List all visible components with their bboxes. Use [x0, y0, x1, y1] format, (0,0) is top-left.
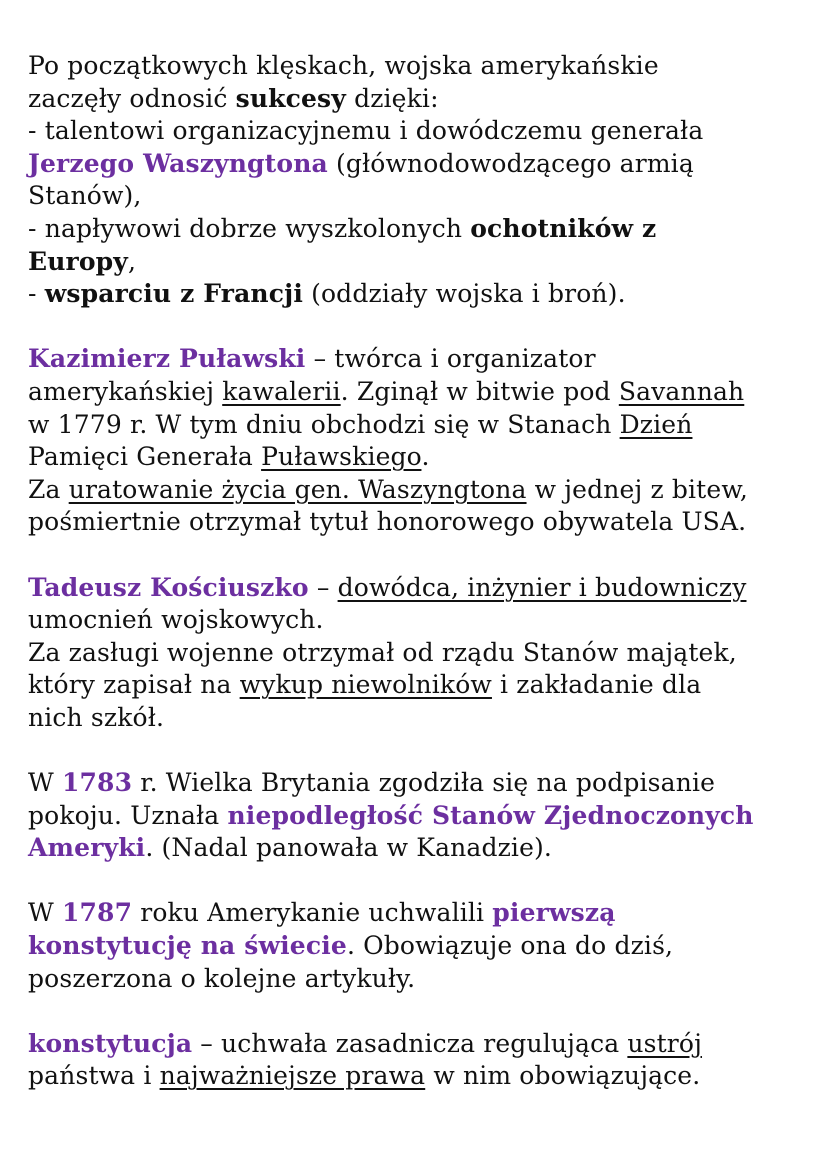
text-line: konstytucja – uchwała zasadnicza regulująca ustrój	[28, 1028, 703, 1058]
document-page	[28, 50, 798, 1126]
term-constitution: konstytucja	[28, 1028, 193, 1058]
text-line: Tadeusz Kościuszko – dowódca, inżynier i budowniczy	[28, 572, 747, 602]
term-french-support: wsparciu z Francji	[44, 279, 303, 309]
underlined-savannah: Savannah	[618, 376, 745, 406]
text-line: nich szkół.	[28, 702, 165, 732]
text-line: konstytucję na świecie. Obowiązuje ona do dziś,	[28, 931, 674, 961]
paragraph-1787	[28, 897, 798, 995]
term-europe: Europy	[28, 246, 128, 276]
text-line: - napływowi dobrze wyszkolonych ochotników z	[28, 213, 657, 243]
text-line: amerykańskiej kawalerii. Zginął w bitwie pod Savannah	[28, 376, 745, 406]
text-line: Europy,	[28, 246, 137, 276]
term-independence: niepodległość Stanów Zjednoczonych	[227, 800, 754, 830]
name-kosciuszko: Tadeusz Kościuszko	[28, 572, 309, 602]
term-first-constitution: konstytucję na świecie	[28, 931, 347, 961]
underlined-cavalry: kawalerii	[222, 376, 341, 406]
text-line: Jerzego Waszyngtona (głównodowodzącego armią	[28, 148, 694, 178]
name-washington: Jerzego Waszyngtona	[28, 148, 328, 178]
text-line: który zapisał na wykup niewolników i zakładanie dla	[28, 670, 702, 700]
year-1787: 1787	[61, 898, 133, 928]
year-1783: 1783	[61, 768, 133, 798]
underlined-system: ustrój	[627, 1028, 703, 1058]
underlined-pulaski: Puławskiego	[261, 442, 422, 472]
text-line: - talentowi organizacyjnemu i dowódczemu generała	[28, 116, 704, 146]
underlined-roles: dowódca, inżynier i budowniczy	[337, 572, 747, 602]
underlined-saving-washington: uratowanie życia gen. Waszyngtona	[68, 474, 527, 504]
term-america: Ameryki	[28, 833, 146, 863]
text-line: w 1779 r. W tym dniu obchodzi się w Stanach Dzień	[28, 409, 693, 439]
underlined-slave-buyout: wykup niewolników	[239, 670, 492, 700]
paragraph-constitution-definition	[28, 1028, 798, 1093]
text-line: państwa i najważniejsze prawa w nim obowiązujące.	[28, 1061, 701, 1091]
term-volunteers: ochotników z	[470, 213, 657, 243]
paragraph-1783	[28, 767, 798, 865]
text-line: Za zasługi wojenne otrzymał od rządu Stanów majątek,	[28, 637, 737, 667]
text-line: zaczęły odnosić sukcesy dzięki:	[28, 83, 439, 113]
text-line: umocnień wojskowych.	[28, 605, 324, 635]
text-line: Za uratowanie życia gen. Waszyngtona w jednej z bitew,	[28, 474, 749, 504]
text-line: W 1787 roku Amerykanie uchwalili pierwszą	[28, 898, 616, 928]
underlined-day: Dzień	[619, 409, 693, 439]
name-pulaski: Kazimierz Puławski	[28, 344, 306, 374]
text-line: Pamięci Generała Puławskiego.	[28, 442, 430, 472]
text-line: Ameryki. (Nadal panowała w Kanadzie).	[28, 833, 553, 863]
text-line: Stanów),	[28, 181, 142, 211]
text-line: Po początkowych klęskach, wojska amerykańskie	[28, 51, 659, 80]
text-line: Kazimierz Puławski – twórca i organizator	[28, 344, 596, 374]
paragraph-pulaski	[28, 343, 798, 539]
text-line: W 1783 r. Wielka Brytania zgodziła się na podpisanie	[28, 768, 716, 798]
underlined-most-important-laws: najważniejsze prawa	[159, 1061, 426, 1091]
text-line: poszerzona o kolejne artykuły.	[28, 963, 416, 993]
term-first: pierwszą	[492, 898, 616, 928]
paragraph-kosciuszko	[28, 572, 798, 735]
text-line: pośmiertnie otrzymał tytuł honorowego obywatela USA.	[28, 507, 747, 537]
term-sukcesy: sukcesy	[235, 83, 346, 113]
text-line: pokoju. Uznała niepodległość Stanów Zjednoczonych	[28, 800, 754, 830]
text-line: - wsparciu z Francji (oddziały wojska i broń).	[28, 279, 626, 309]
paragraph-us-successes	[28, 50, 798, 311]
